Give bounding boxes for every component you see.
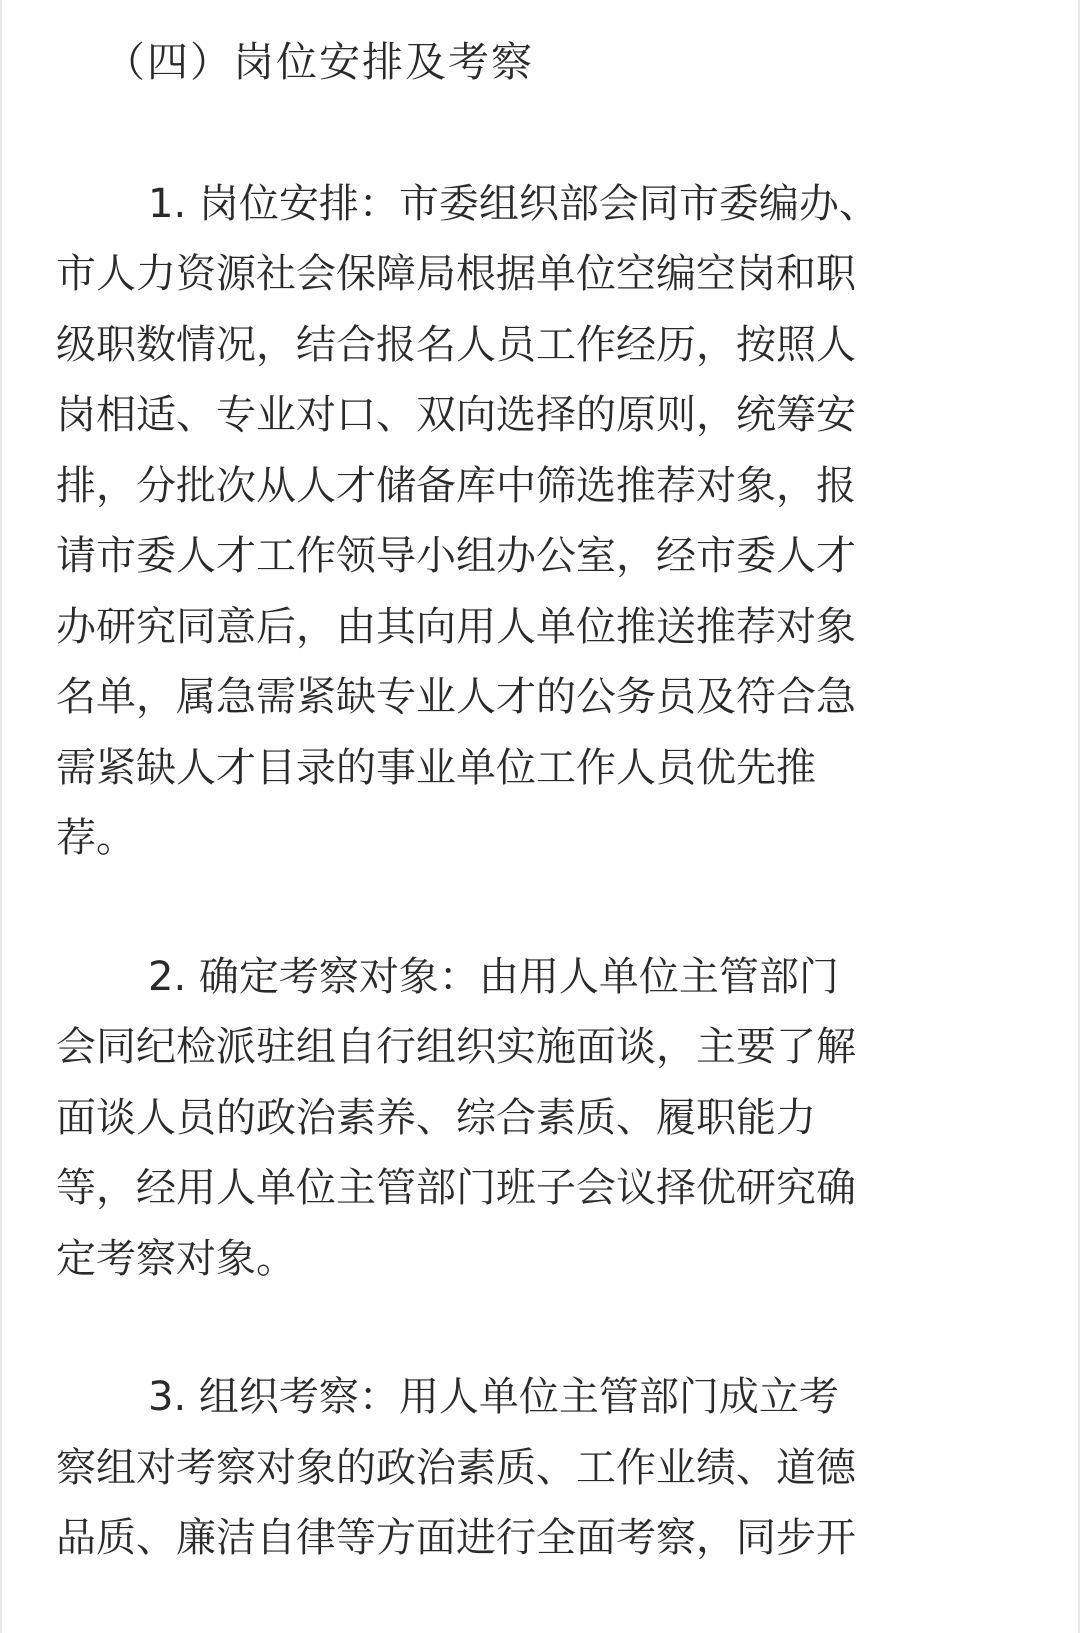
item-1-line-2: 市人力资源社会保障局根据单位空编空岗和职 [56,251,856,297]
item-2-line-5: 定考察对象。 [56,1236,296,1282]
item-3-line-2: 察组对考察对象的政治素质、工作业绩、道德 [56,1445,856,1491]
left-edge-shadow [0,0,2,1633]
item-1-line-4: 岗相适、专业对口、双向选择的原则，统筹安 [56,392,856,438]
item-2-line-1: 2. 确定考察对象：由用人单位主管部门 [148,954,839,1000]
item-3-line-3: 品质、廉洁自律等方面进行全面考察，同步开 [56,1515,856,1561]
item-1-line-9: 需紧缺人才目录的事业单位工作人员优先推 [56,745,816,791]
item-2-line-2: 会同纪检派驻组自行组织实施面谈，主要了解 [56,1024,856,1070]
item-1-line-8: 名单，属急需紧缺专业人才的公务员及符合急 [56,674,856,720]
item-1-line-10: 荐。 [56,815,136,861]
item-1-line-5: 排，分批次从人才储备库中筛选推荐对象，报 [56,463,856,509]
item-1-line-3: 级职数情况，结合报名人员工作经历，按照人 [56,322,856,368]
item-3-line-1: 3. 组织考察：用人单位主管部门成立考 [148,1374,839,1420]
item-2-line-3: 面谈人员的政治素养、综合素质、履职能力 [56,1095,816,1141]
item-1-line-6: 请市委人才工作领导小组办公室，经市委人才 [56,533,856,579]
section-heading: （四）岗位安排及考察 [104,38,534,86]
item-1-line-1: 1. 岗位安排：市委组织部会同市委编办、 [148,181,879,227]
item-1-line-7: 办研究同意后，由其向用人单位推送推荐对象 [56,604,856,650]
item-2-line-4: 等，经用人单位主管部门班子会议择优研究确 [56,1165,856,1211]
